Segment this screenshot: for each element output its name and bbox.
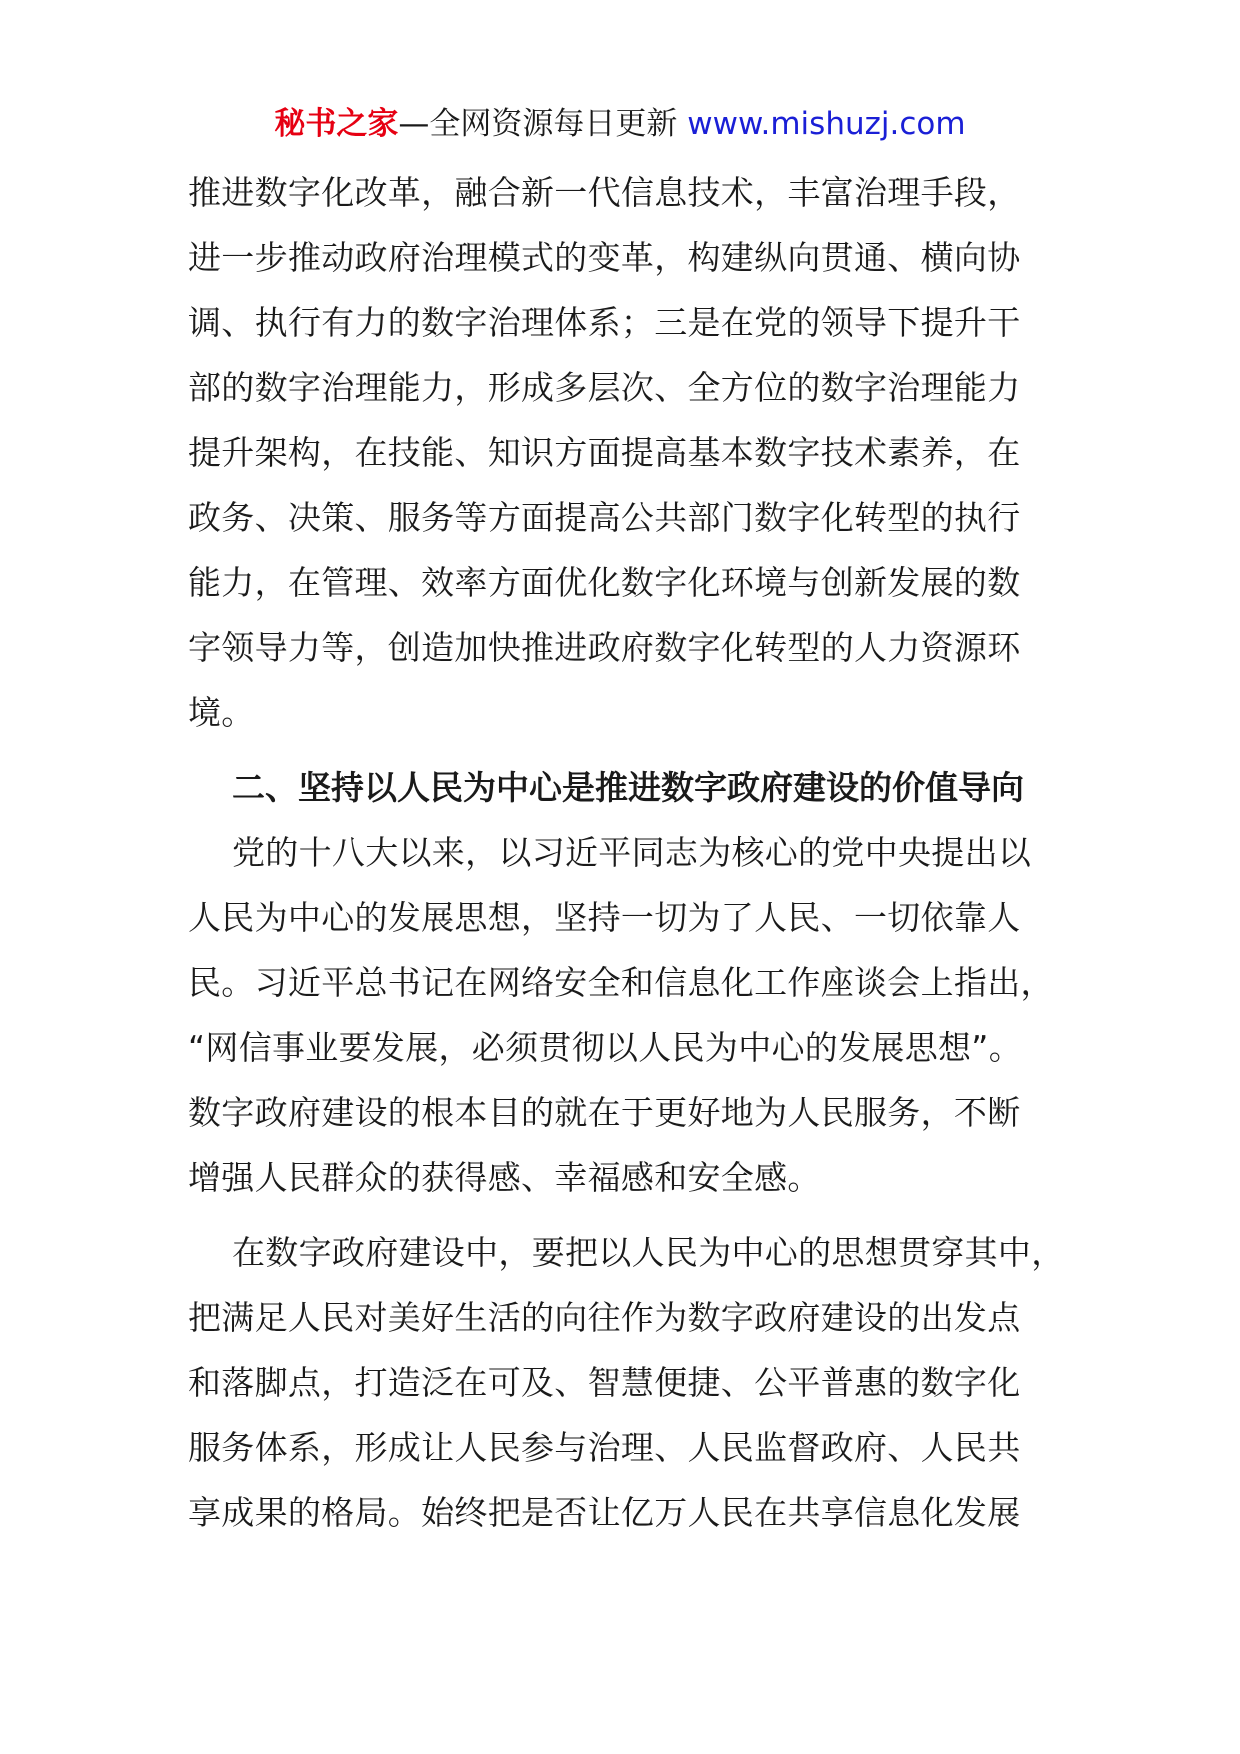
paragraph-line: 人民为中心的发展思想，坚持一切为了人民、一切依靠人 — [188, 898, 1021, 937]
paragraph-2 — [188, 820, 1066, 1210]
paragraph-line: 提升架构，在技能、知识方面提高基本数字技术素养，在 — [188, 433, 1021, 472]
paragraph-line: 政务、决策、服务等方面提高公共部门数字化转型的执行 — [188, 498, 1021, 537]
paragraph-line: 能力，在管理、效率方面优化数字化环境与创新发展的数 — [188, 563, 1021, 602]
paragraph-line: 调、执行有力的数字治理体系；三是在党的领导下提升干 — [188, 303, 1021, 342]
paragraph-line: 服务体系，形成让人民参与治理、人民监督政府、人民共 — [188, 1428, 1021, 1467]
paragraph-line: 党的十八大以来，以习近平同志为核心的党中央提出以 — [232, 833, 1032, 872]
section-heading: 二、坚持以人民为中心是推进数字政府建设的价值导向 — [232, 768, 1024, 807]
paragraph-line: 享成果的格局。始终把是否让亿万人民在共享信息化发展 — [188, 1493, 1021, 1532]
paragraph-line: 字领导力等，创造加快推进政府数字化转型的人力资源环 — [188, 628, 1021, 667]
document-body — [188, 160, 1066, 1545]
paragraph-line: 把满足人民对美好生活的向往作为数字政府建设的出发点 — [188, 1298, 1021, 1337]
paragraph-line: 部的数字治理能力，形成多层次、全方位的数字治理能力 — [188, 368, 1021, 407]
paragraph-line: 进一步推动政府治理模式的变革，构建纵向贯通、横向协 — [188, 238, 1021, 277]
paragraph-line: 增强人民群众的获得感、幸福感和安全感。 — [188, 1158, 821, 1197]
paragraph-line: 数字政府建设的根本目的就在于更好地为人民服务，不断 — [188, 1093, 1021, 1132]
site-url-link[interactable]: www.mishuzj.com — [687, 106, 966, 142]
header-tagline: —全网资源每日更新 — [398, 106, 678, 142]
paragraph-line: 在数字政府建设中，要把以人民为中心的思想贯穿其中， — [232, 1233, 1065, 1272]
paragraph-line: 民。习近平总书记在网络安全和信息化工作座谈会上指出， — [188, 963, 1054, 1002]
paragraph-1 — [188, 160, 1066, 745]
brand-name: 秘书之家 — [274, 106, 399, 142]
paragraph-line: “网信事业要发展，必须贯彻以人民为中心的发展思想”。 — [188, 1028, 1022, 1067]
site-watermark-header — [0, 104, 1240, 144]
paragraph-3 — [188, 1220, 1066, 1545]
paragraph-line: 推进数字化改革，融合新一代信息技术，丰富治理手段， — [188, 173, 1021, 212]
paragraph-line: 和落脚点，打造泛在可及、智慧便捷、公平普惠的数字化 — [188, 1363, 1021, 1402]
paragraph-line: 境。 — [188, 693, 255, 732]
